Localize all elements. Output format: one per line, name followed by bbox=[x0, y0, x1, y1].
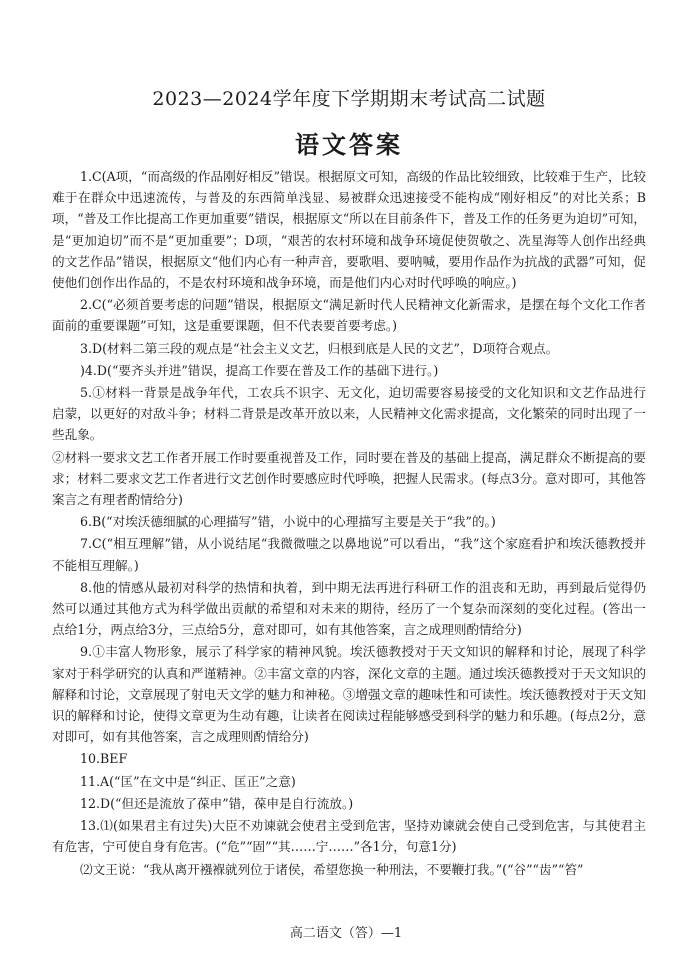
page-footer: 高二语文（答）—1 bbox=[289, 926, 403, 941]
answer-paragraph: 11.A(“匡”在文中是“纠正、匡正”之意) bbox=[80, 773, 296, 789]
answer-paragraph: ⑵文王说：“我从离开襁褓就列位于诸侯，希望您换一种刑法，不要鞭打我。”(“谷”“齿”“笞” bbox=[80, 861, 584, 877]
answer-paragraph: 10.BEF bbox=[80, 751, 128, 767]
answer-paragraph: )4.D(“要齐头并进”错误，提高工作要在普及工作的基础下进行。) bbox=[80, 362, 439, 378]
answer-paragraph: 6.B(“对埃沃德细腻的心理描写”错，小说中的心理描写主要是关于“我”的。) bbox=[80, 514, 496, 530]
answer-paragraph: 7.C(“相互理解”错，从小说结尾“我微微嗤之以鼻地说”可以看出，“我”这个家庭看护和埃沃德教授并不能相互理解。) bbox=[52, 536, 646, 573]
answer-paragraph: 8.他的情感从最初对科学的热情和执着，到中期无法再进行科研工作的沮丧和无助，再到最后觉得仍然可以通过其他方式为科学做出贡献的希望和对未来的期待，经历了一个复杂而深刻的变化过程。(答出一点给1分，两点给3分，三点给5分，意对即可，如有其他答案，言之成理则酌情给分) bbox=[52, 579, 646, 638]
answer-paragraph: 13.⑴(如果君主有过失)大臣不劝谏就会使君主受到危害，坚持劝谏就会使自己受到危害，与其使君主有危害，宁可使自身有危害。(“危”“固”“其……宁……”各1分，句意1分) bbox=[52, 818, 646, 855]
answer-paragraph: 5.①材料一背景是战争年代，工农兵不识字、无文化，迫切需要容易接受的文化知识和文艺作品进行启蒙，以更好的对敌斗争；材料二背景是改革开放以来，人民精神文化需求提高，文化繁荣的同时出现了一些乱象。 bbox=[52, 385, 646, 443]
subject-title: 语文答案 bbox=[295, 130, 403, 159]
answer-list bbox=[52, 166, 646, 880]
answer-paragraph: 3.D(材料二第三段的观点是“社会主义文艺，归根到底是人民的文艺”，D项符合观点。 bbox=[80, 340, 559, 356]
answer-paragraph: ②材料一要求文艺工作者开展工作时要重视普及工作，同时要在普及的基础上提高，满足群众不断提高的要求；材料二要求文艺工作者进行文艺创作时要感应时代呼唤，把握人民需求。(每点3分。意对即可，其他答案言之有理者酌情给分) bbox=[52, 449, 646, 508]
exam-title: 2023—2024学年度下学期期末考试高二试题 bbox=[152, 88, 546, 110]
answer-paragraph: 2.C(“必须首要考虑的问题”错误，根据原文“满足新时代人民精神文化新需求，是摆在每个文化工作者面前的重要课题”可知，这是重要课题，但不代表要首要考虑。) bbox=[52, 297, 646, 334]
answer-paragraph: 9.①丰富人物形象，展示了科学家的精神风貌。埃沃德教授对于天文知识的解释和讨论，展现了科学家对于科学研究的认真和严谨精神。②丰富文章的内容，深化文章的主题。通过埃沃德教授对于天文知识的解释和讨论，文章展现了射电天文学的魅力和神秘。③增强文章的趣味性和可读性。埃沃德教授对于天文知识的解释和讨论，使得文章更为生动有趣，让读者在阅读过程能够感受到科学的魅力和乐趣。(每点2分，意对即可，如有其他答案，言之成理则酌情给分) bbox=[52, 644, 646, 745]
answer-paragraph: 1.C(A项，“而高级的作品刚好相反”错误。根据原文可知，高级的作品比较细致，比较难于生产，比较难于在群众中迅速流传，与普及的东西简单浅显、易被群众迅速接受不能构成“刚好相反”的对比关系；B项，“普及工作比提高工作更加重要”错误，根据原文“所以在目前条件下，普及工作的任务更为迫切”可知，是“更加迫切”而不是“更加重要”；D项，“艰苦的农村环境和战争环境促使贺敬之、冼星海等人创作出经典的文艺作品”错误，根据原文“他们内心有一种声音，要歌唱、要呐喊，要用作品作为抗战的武器”可知，促使他们创作出作品的，不是农村环境和战争环境，而是他们内心对时代呼唤的响应。) bbox=[52, 169, 646, 291]
answer-paragraph: 12.D(“但还是流放了葆申”错，葆申是自行流放。) bbox=[80, 795, 354, 811]
